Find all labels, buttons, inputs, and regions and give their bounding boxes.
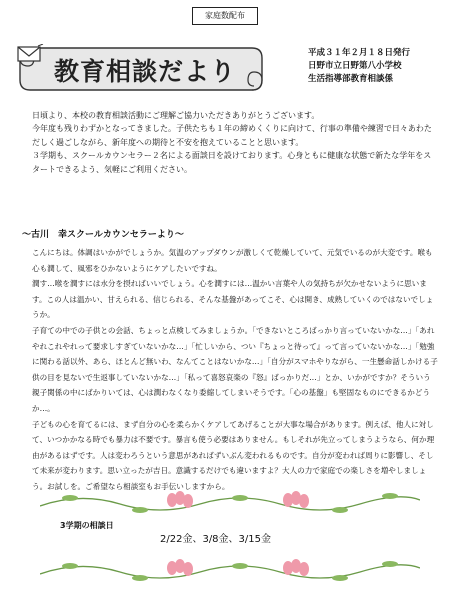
envelope-icon bbox=[16, 44, 44, 64]
message-paragraph: 子育ての中での子供との会話、ちょっと点検してみましょうか。「できないところばっかり言っていないかな…」「あれやれこれやれって要求しすぎていないかな…」「忙しいから、つい『ちょっと待って』って言っていないかな…」「勉強に関わる話以外、あら、ほとんど無いわ、なんてことはないかな…」「自分がスマホやりながら、一生懸命話しかける子供の目を見ないで生返事していないかな…」「私って喜怒哀楽の『怒』ばっかりだ…」とか、いかがですか？そういう親子関係の中にばかりいては、心は潤わなくなり委縮してしまいそうです。「心の基盤」も堅固なものにできるかどうか…。 bbox=[32, 325, 438, 413]
message-paragraph: こんにちは。体調はいかがでしょうか。気温のアップダウンが激しくて乾燥していて、元気でいるのが大変です。喉も心も潤して、風邪をひかないようにケアしたいですね。 bbox=[32, 248, 433, 273]
intro-text bbox=[32, 109, 432, 176]
school-name: 日野市立日野第八小学校 bbox=[308, 61, 402, 71]
distribution-badge: 家庭数配布 bbox=[192, 7, 258, 25]
counselor-message bbox=[32, 245, 438, 495]
message-paragraph: 子どもの心を育てるには、まず自分の心を柔らかくケアしてあげることが大事な場合があります。例えば、他人に対して、いつかかなる時でも暴力は不要です。暴言も使う必要はありません。もしそれが先立ってしまうようなら、何か理由があるはずです。人は変わろうという意思があればずいぶん変われるものです。自分が変われば周りに影響し、そして未来が変わります。思い立ったが吉日。意識するだけでも違いますよ？大人の力で家庭での楽しさを増やしましょう。お試しを。ご希望なら相談室もお手伝いしますから。 bbox=[32, 419, 435, 491]
intro-paragraph: 今年度も残りわずかとなってきました。子供たちも１年の締めくくりに向けて、行事の準備や練習で日々あわただしく過ごしながら、新年度への期待と不安を抱えていることと思います。 bbox=[32, 124, 432, 147]
message-paragraph: 潤す…喉を潤すには水分を摂ればいいでしょう。心を潤すには…温かい言葉や人の気持ちが欠かせないように思います。この人は温かい、甘えられる、信じられる、そんな基盤があってこそ、心は開き、成熟していくのではないでしょうか。 bbox=[32, 279, 434, 320]
flower-vine-divider bbox=[40, 556, 420, 586]
section-title: ～古川 幸スクールカウンセラーより～ bbox=[22, 230, 184, 240]
issue-date: 平成３１年２月１８日発行 bbox=[308, 48, 411, 58]
newsletter-banner bbox=[16, 44, 266, 92]
publisher-name: 生活指導部教育相談係 bbox=[308, 74, 394, 84]
schedule-dates: 2/22金、3/8金、3/15金 bbox=[160, 534, 272, 545]
issuer-block bbox=[308, 47, 410, 86]
newsletter-title: 教育相談だより bbox=[54, 57, 237, 86]
intro-paragraph: 日頃より、本校の教育相談活動にご理解ご協力いただきありがとうございます。 bbox=[32, 111, 320, 120]
flower-vine-divider bbox=[40, 486, 420, 516]
schedule-title: 3学期の相談日 bbox=[60, 521, 114, 530]
intro-paragraph: ３学期も、スクールカウンセラー２名による面談日を設けております。心身ともに健康な状態で新たな学年をスタートできるよう、気軽にご利用ください。 bbox=[32, 151, 432, 174]
